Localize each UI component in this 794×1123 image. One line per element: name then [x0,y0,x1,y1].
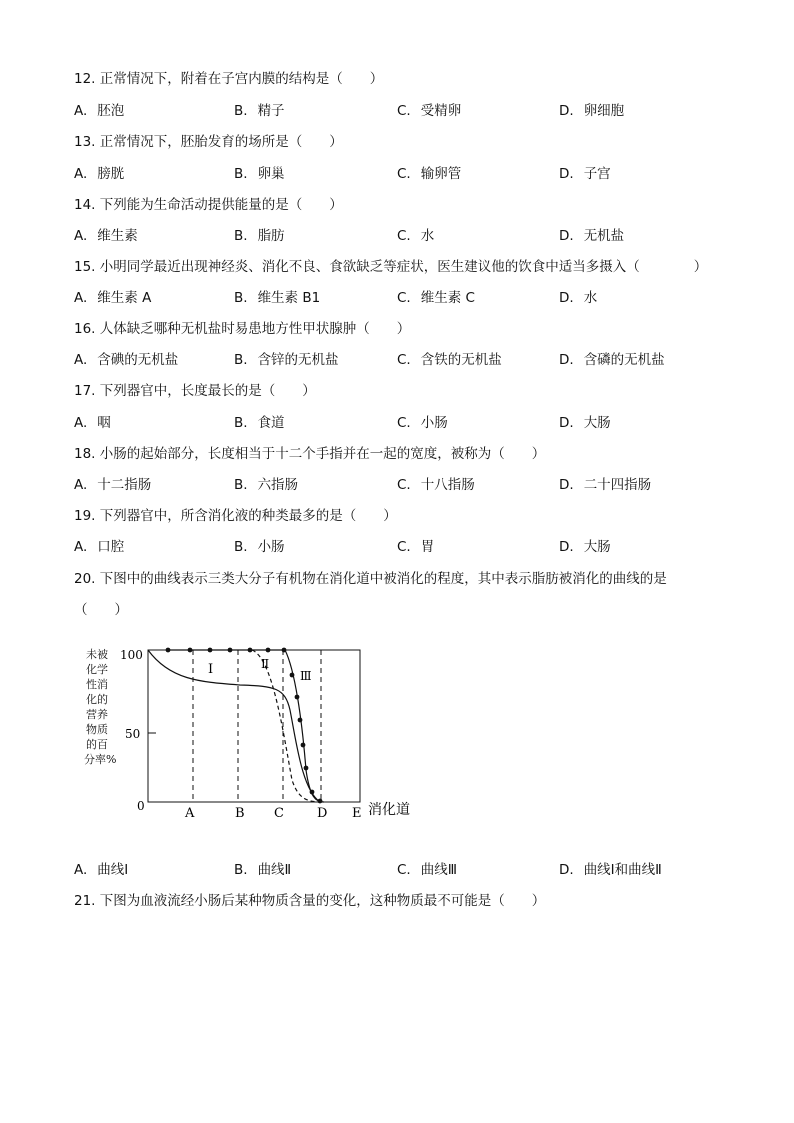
y-tick-label-100: 100 [120,648,143,662]
question-14-stem: 14. 下列能为生命活动提供能量的是（ ） [74,197,343,213]
curve-3-marker [188,648,193,653]
option-letter: A. [74,539,88,555]
ylabel-line: 营养 [86,708,108,721]
option-letter: C. [397,166,411,182]
option-letter: B. [234,477,248,493]
option-letter: B. [234,352,248,368]
option-text: 含铁的无机盐 [420,352,502,368]
question-16-options [74,348,754,368]
ylabel-line: 化的 [86,693,108,706]
curve-3-marker [282,648,287,653]
option-letter: C. [397,862,411,878]
option-b [234,473,298,493]
curve-3-marker [301,743,306,748]
digestion-curve-figure [80,630,420,830]
option-letter: B. [234,228,248,244]
ylabel-line: 的百 [86,738,108,751]
option-letter: C. [397,352,411,368]
option-d [559,535,611,555]
option-a [74,286,151,306]
option-c [397,473,475,493]
question-16-stem: 16. 人体缺乏哪种无机盐时易患地方性甲状腺肿（ ） [74,321,411,337]
option-d [559,99,624,119]
option-text: 含碘的无机盐 [97,352,179,368]
option-letter: D. [559,103,574,119]
option-text: 食道 [257,415,285,431]
option-letter: C. [397,290,411,306]
x-tick-label-b: B [235,806,245,821]
x-tick-label-e: E [352,806,362,821]
option-letter: B. [234,103,248,119]
option-b [234,162,285,182]
option-b [234,286,320,306]
option-letter: D. [559,539,574,555]
option-d [559,858,662,878]
ylabel-line: 性消 [86,678,108,691]
option-letter: A. [74,352,88,368]
option-text: 子宫 [583,166,611,182]
question-20-options [74,858,754,878]
option-letter: B. [234,862,248,878]
option-text: 曲线Ⅰ [97,862,129,878]
option-c [397,411,448,431]
option-text: 维生素 [97,228,138,244]
option-letter: D. [559,166,574,182]
curve-3-marker [298,718,303,723]
curve-3-marker [295,695,300,700]
option-text: 咽 [97,415,111,431]
option-text: 曲线Ⅲ [420,862,458,878]
option-a [74,224,138,244]
option-c [397,99,461,119]
option-text: 含锌的无机盐 [257,352,339,368]
option-a [74,99,124,119]
option-text: 六指肠 [257,477,299,493]
curve-3-marker [208,648,213,653]
option-d [559,224,624,244]
option-c [397,535,434,555]
option-letter: B. [234,539,248,555]
question-15-stem: 15. 小明同学最近出现神经炎、消化不良、食欲缺乏等症状，医生建议他的饮食中适当多摄入（ ） [74,259,708,275]
option-text: 维生素 C [420,290,475,306]
question-18-stem: 18. 小肠的起始部分，长度相当于十二个手指并在一起的宽度，被称为（ ） [74,446,546,462]
ylabel-line: 化学 [86,663,108,676]
option-text: 口腔 [97,539,125,555]
curve-3-marker [248,648,253,653]
option-letter: A. [74,415,88,431]
option-letter: B. [234,290,248,306]
option-letter: D. [559,228,574,244]
option-d [559,162,611,182]
question-20-stem: 20. 下图中的曲线表示三类大分子有机物在消化道中被消化的程度，其中表示脂肪被消化的曲线的是 [74,571,667,587]
question-20-stem-cont: （ ） [74,602,128,618]
option-d [559,411,611,431]
question-18-options [74,473,754,493]
question-12-options [74,99,754,119]
option-text: 胚泡 [97,103,125,119]
option-text: 维生素 B1 [257,290,321,306]
question-19-options [74,535,754,555]
option-b [234,411,285,431]
option-letter: D. [559,415,574,431]
option-letter: D. [559,862,574,878]
option-b [234,99,285,119]
x-tick-label-c: C [274,806,284,821]
x-tick-label-d: D [317,806,328,821]
y-tick-label-50: 50 [125,727,141,741]
option-a [74,411,111,431]
question-21-stem: 21. 下图为血液流经小肠后某种物质含量的变化，这种物质最不可能是（ ） [74,893,546,909]
option-text: 大肠 [583,539,611,555]
option-text: 维生素 A [97,290,152,306]
option-text: 水 [583,290,598,306]
option-c [397,286,475,306]
option-text: 无机盐 [583,228,625,244]
option-a [74,858,128,878]
question-17-options [74,411,754,431]
curve-label-3: Ⅲ [300,669,312,683]
option-letter: C. [397,103,411,119]
option-text: 胃 [420,539,435,555]
option-text: 曲线Ⅱ [257,862,292,878]
x-axis-title: 消化道 [368,802,410,818]
question-14-options [74,224,754,244]
question-13-stem: 13. 正常情况下，胚胎发育的场所是（ ） [74,134,343,150]
ylabel-line: 分率% [84,753,117,766]
curve-3-marker [304,766,309,771]
option-text: 大肠 [583,415,611,431]
option-c [397,224,434,244]
curve-label-2: Ⅱ [261,657,270,671]
question-13-options [74,162,754,182]
digestion-curve-svg [80,630,420,830]
option-a [74,348,178,368]
question-12-stem: 12. 正常情况下，附着在子宫内膜的结构是（ ） [74,71,384,87]
option-a [74,162,124,182]
option-b [234,858,291,878]
option-text: 精子 [257,103,285,119]
option-a [74,535,124,555]
curve-3-markers [166,648,323,804]
option-letter: D. [559,477,574,493]
option-letter: C. [397,539,411,555]
curve-3-marker [228,648,233,653]
option-text: 曲线Ⅰ和曲线Ⅱ [583,862,662,878]
option-b [234,224,285,244]
curve-3-marker [290,673,295,678]
option-letter: D. [559,290,574,306]
option-text: 水 [420,228,435,244]
option-a [74,473,151,493]
option-text: 十二指肠 [97,477,152,493]
y-tick-label-0: 0 [137,799,145,813]
option-letter: C. [397,415,411,431]
option-d [559,348,665,368]
option-text: 小肠 [420,415,448,431]
curve-3-marker [266,648,271,653]
option-b [234,348,339,368]
option-letter: A. [74,290,88,306]
option-text: 受精卵 [420,103,462,119]
option-text: 十八指肠 [420,477,475,493]
option-letter: A. [74,166,88,182]
curve-3-marker [310,790,315,795]
ylabel-line: 未被 [86,648,108,661]
question-15-options [74,286,754,306]
option-letter: B. [234,415,248,431]
option-text: 含磷的无机盐 [583,352,665,368]
option-letter: A. [74,228,88,244]
y-axis-title [84,647,116,766]
option-letter: C. [397,228,411,244]
option-text: 卵细胞 [583,103,625,119]
option-b [234,535,285,555]
option-text: 卵巢 [257,166,285,182]
curve-1 [148,650,320,802]
question-17-stem: 17. 下列器官中，长度最长的是（ ） [74,383,316,399]
option-d [559,473,651,493]
option-d [559,286,597,306]
option-letter: A. [74,477,88,493]
curve-3-marker [318,799,323,804]
option-c [397,162,461,182]
option-text: 脂肪 [257,228,285,244]
option-c [397,858,457,878]
plot-frame [148,650,360,802]
option-letter: D. [559,352,574,368]
ylabel-line: 物质 [86,723,108,736]
option-letter: A. [74,103,88,119]
option-letter: B. [234,166,248,182]
option-text: 膀胱 [97,166,125,182]
x-tick-label-a: A [185,806,195,821]
curve-label-1: Ⅰ [208,662,214,677]
option-letter: A. [74,862,88,878]
option-text: 输卵管 [420,166,462,182]
option-text: 二十四指肠 [583,477,652,493]
question-19-stem: 19. 下列器官中，所含消化液的种类最多的是（ ） [74,508,397,524]
option-text: 小肠 [257,539,285,555]
curve-3-marker [166,648,171,653]
option-c [397,348,502,368]
option-letter: C. [397,477,411,493]
